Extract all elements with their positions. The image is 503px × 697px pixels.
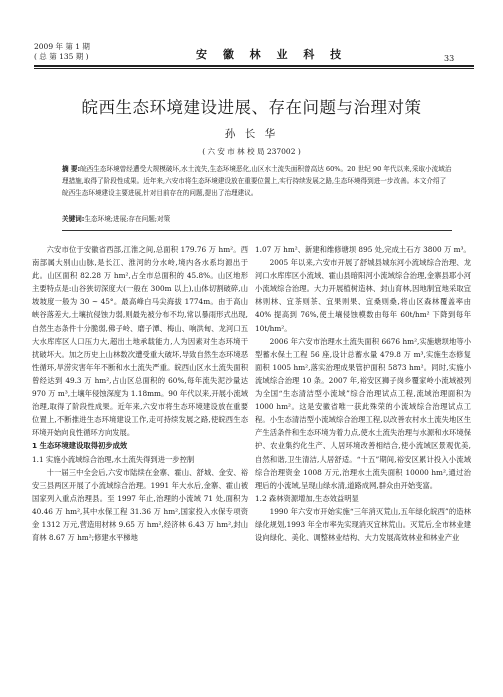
section-1-heading: 1 生态环境建设取得初步成效 bbox=[32, 441, 128, 451]
abstract-label: 摘 要: bbox=[62, 165, 81, 173]
body-paragraph-continued: 1.07 万 hm²、新建和维修塘坝 895 处,完成土石方 3800 万 m³。 bbox=[255, 245, 471, 254]
body-paragraph: 1990 年六安市开始实施“三年消灭荒山,五年绿化皖西”的造林绿化规划,1993 年全市率先实现消灭宜林荒山。灭荒后,全市林业建设向绿化、美化、调整林业结构、大力发展高效林业和林业产业 bbox=[255, 506, 471, 543]
author-name: 孙 长 华 bbox=[224, 128, 279, 140]
header-rule-thin bbox=[34, 68, 474, 69]
keywords-text: 生态环境;进展;存在问题;对策 bbox=[84, 215, 171, 223]
issue-info bbox=[34, 42, 90, 62]
intro-paragraph: 六安市位于安徽省西部,江淮之间,总面积 179.76 万 hm²。西南部属大别山山脉,是长江、淮河的分水岭,境内各水系均源出于此。山区面积 82.28 万 hm²,占全市总面积的 45.8%。山区地形主要特点是:山谷狭切深度大(一般在 300m 以上),山体切割破碎,山坡坡度一般为 30 ~ 45°。最高峰白马尖海拔 1774m。由于高山峡谷落差大,土壤抗侵蚀力弱,则最先被分布不均,常以暴雨形式出现,自然生态条件十分脆弱,佛子岭、磨子潭、梅山、响洪甸、龙河口五大水库库区人口压力大,超出土地承载能力,人为因素对生态环境干扰破坏大。加之历史上山林数次遭受重大破坏,导致自然生态环境恶性循环,旱涝灾害年年不断和水土流失严重。皖西山区水土流失面积曾经达到 49.3 万 hm²,占山区总面积的 60%,每年流失泥沙量达 970 万 m³,土壤年侵蚀深度为 1.18mm。90 年代以来,开展小流域治理,取得了阶段性成果。近年来,六安市将生态环境建设放在重要位置上,不断推进生态环境建设工作,走可持续发展之路,使皖西生态环境开始向良性循环方向发展。 bbox=[32, 245, 248, 438]
article-title: 皖西生态环境建设进展、存在问题与治理对策 bbox=[81, 98, 422, 117]
left-column bbox=[32, 243, 248, 544]
body-paragraph: 2006 年六安市治理水土流失面积 6676 hm²,实施塘坝地等小型蓄水保土工程 56 座,设计总蓄水量 479.8 万 m³,实施生态修复面积 1005 hm²,落实治理成果管护面积 5873 hm²。同时,实施小流域综合治理 10 条。2007 年,裕安区狮子岗乡覆家岭小流域被列为全国“生态清洁型小流域”综合治理试点工程,流域治理面积为 1000 hm²。这是安徽省唯一获此殊荣的小流域综合治理试点工程。小生态清洁型小流域综合治理工程,以改善农村水土流失地区生产生活条件和生态环境为着力点,使水土流失治理与水源和水环境保护、农业集约化生产、人居环境改善相结合,使小流域区景观优美,自然和谐,卫生清洁,人居舒适。“十五”期间,裕安区累计投入小流域综合治理资金 1008 万元,治理水土流失面积 10000 hm²,通过治理后的小流域,呈现山绿水清,道路成网,群众由开始变富。 bbox=[255, 336, 471, 490]
abstract bbox=[62, 163, 452, 199]
issue-total: ( 总 第 135 期 ) bbox=[34, 52, 89, 61]
body-paragraph: 2005 年以来,六安市开展了舒城县城东河小流域综合治理、龙河口水库库区小流域、霍山县暗阳河小流域综合治理,金寨县耶小河小流域综合治理。大力开展植树造林、封山育林,因地制宜地采取宜林则林、宜茶则茶、宜果则果、宜桑则桑,将山区森林覆盖率由 40% 提高到 76%,使土壤侵蚀模数由每年 60t/hm² 下降到每年 10t/hm²。 bbox=[255, 258, 471, 333]
abstract-text: 皖西生态环境曾经遭受大规模破坏,水土流失,生态环境恶化,山区水土流失面积曾高达 60%。20 世纪 90 年代以来,采取小流域治理措施,取得了阶段性成果。近年来,六安市将生态环境建设放在重要位置上,实行持续发展之路,生态环境得到进一步改善。本文介绍了皖西生态环境建设主要进展,针对目前存在的问题,提出了治理建议。 bbox=[62, 165, 452, 197]
keywords bbox=[62, 213, 452, 223]
subsection-1-1-heading: 1.1 实施小流域综合治理,水土流失得到进一步控制 bbox=[32, 454, 195, 464]
abstract-divider bbox=[62, 230, 452, 231]
keywords-label: 关键词: bbox=[62, 215, 85, 223]
journal-name: 安 徽 林 业 科 技 bbox=[196, 48, 348, 61]
right-column bbox=[255, 243, 471, 544]
body-paragraph: 十一届三中全会后,六安市陆续在金寨、霍山、舒城、金安、裕安三县两区开展了小流域综合治理。1991 年大水后,金寨、霍山被国家列入重点治理县。至 1997 年止,治理的小流域 71 处,面积为 40.46 万 hm²,其中水保工程 31.36 万 hm²,国家投入水保专项资金 1312 万元,营造用材林 9.65 万 hm²,经济林 6.43 万 hm²,封山育林 8.67 万 hm²;修建水平梯地 bbox=[32, 467, 248, 543]
page-number: 33 bbox=[444, 54, 455, 63]
author-affiliation: ( 六 安 市 林 校 局 237002 ) bbox=[202, 147, 301, 156]
subsection-1-2-heading: 1.2 森林资源增加,生态效益明显 bbox=[255, 493, 359, 503]
issue-number: 2009 年 第 1 期 bbox=[34, 42, 90, 51]
header-rule-thick bbox=[34, 65, 474, 67]
